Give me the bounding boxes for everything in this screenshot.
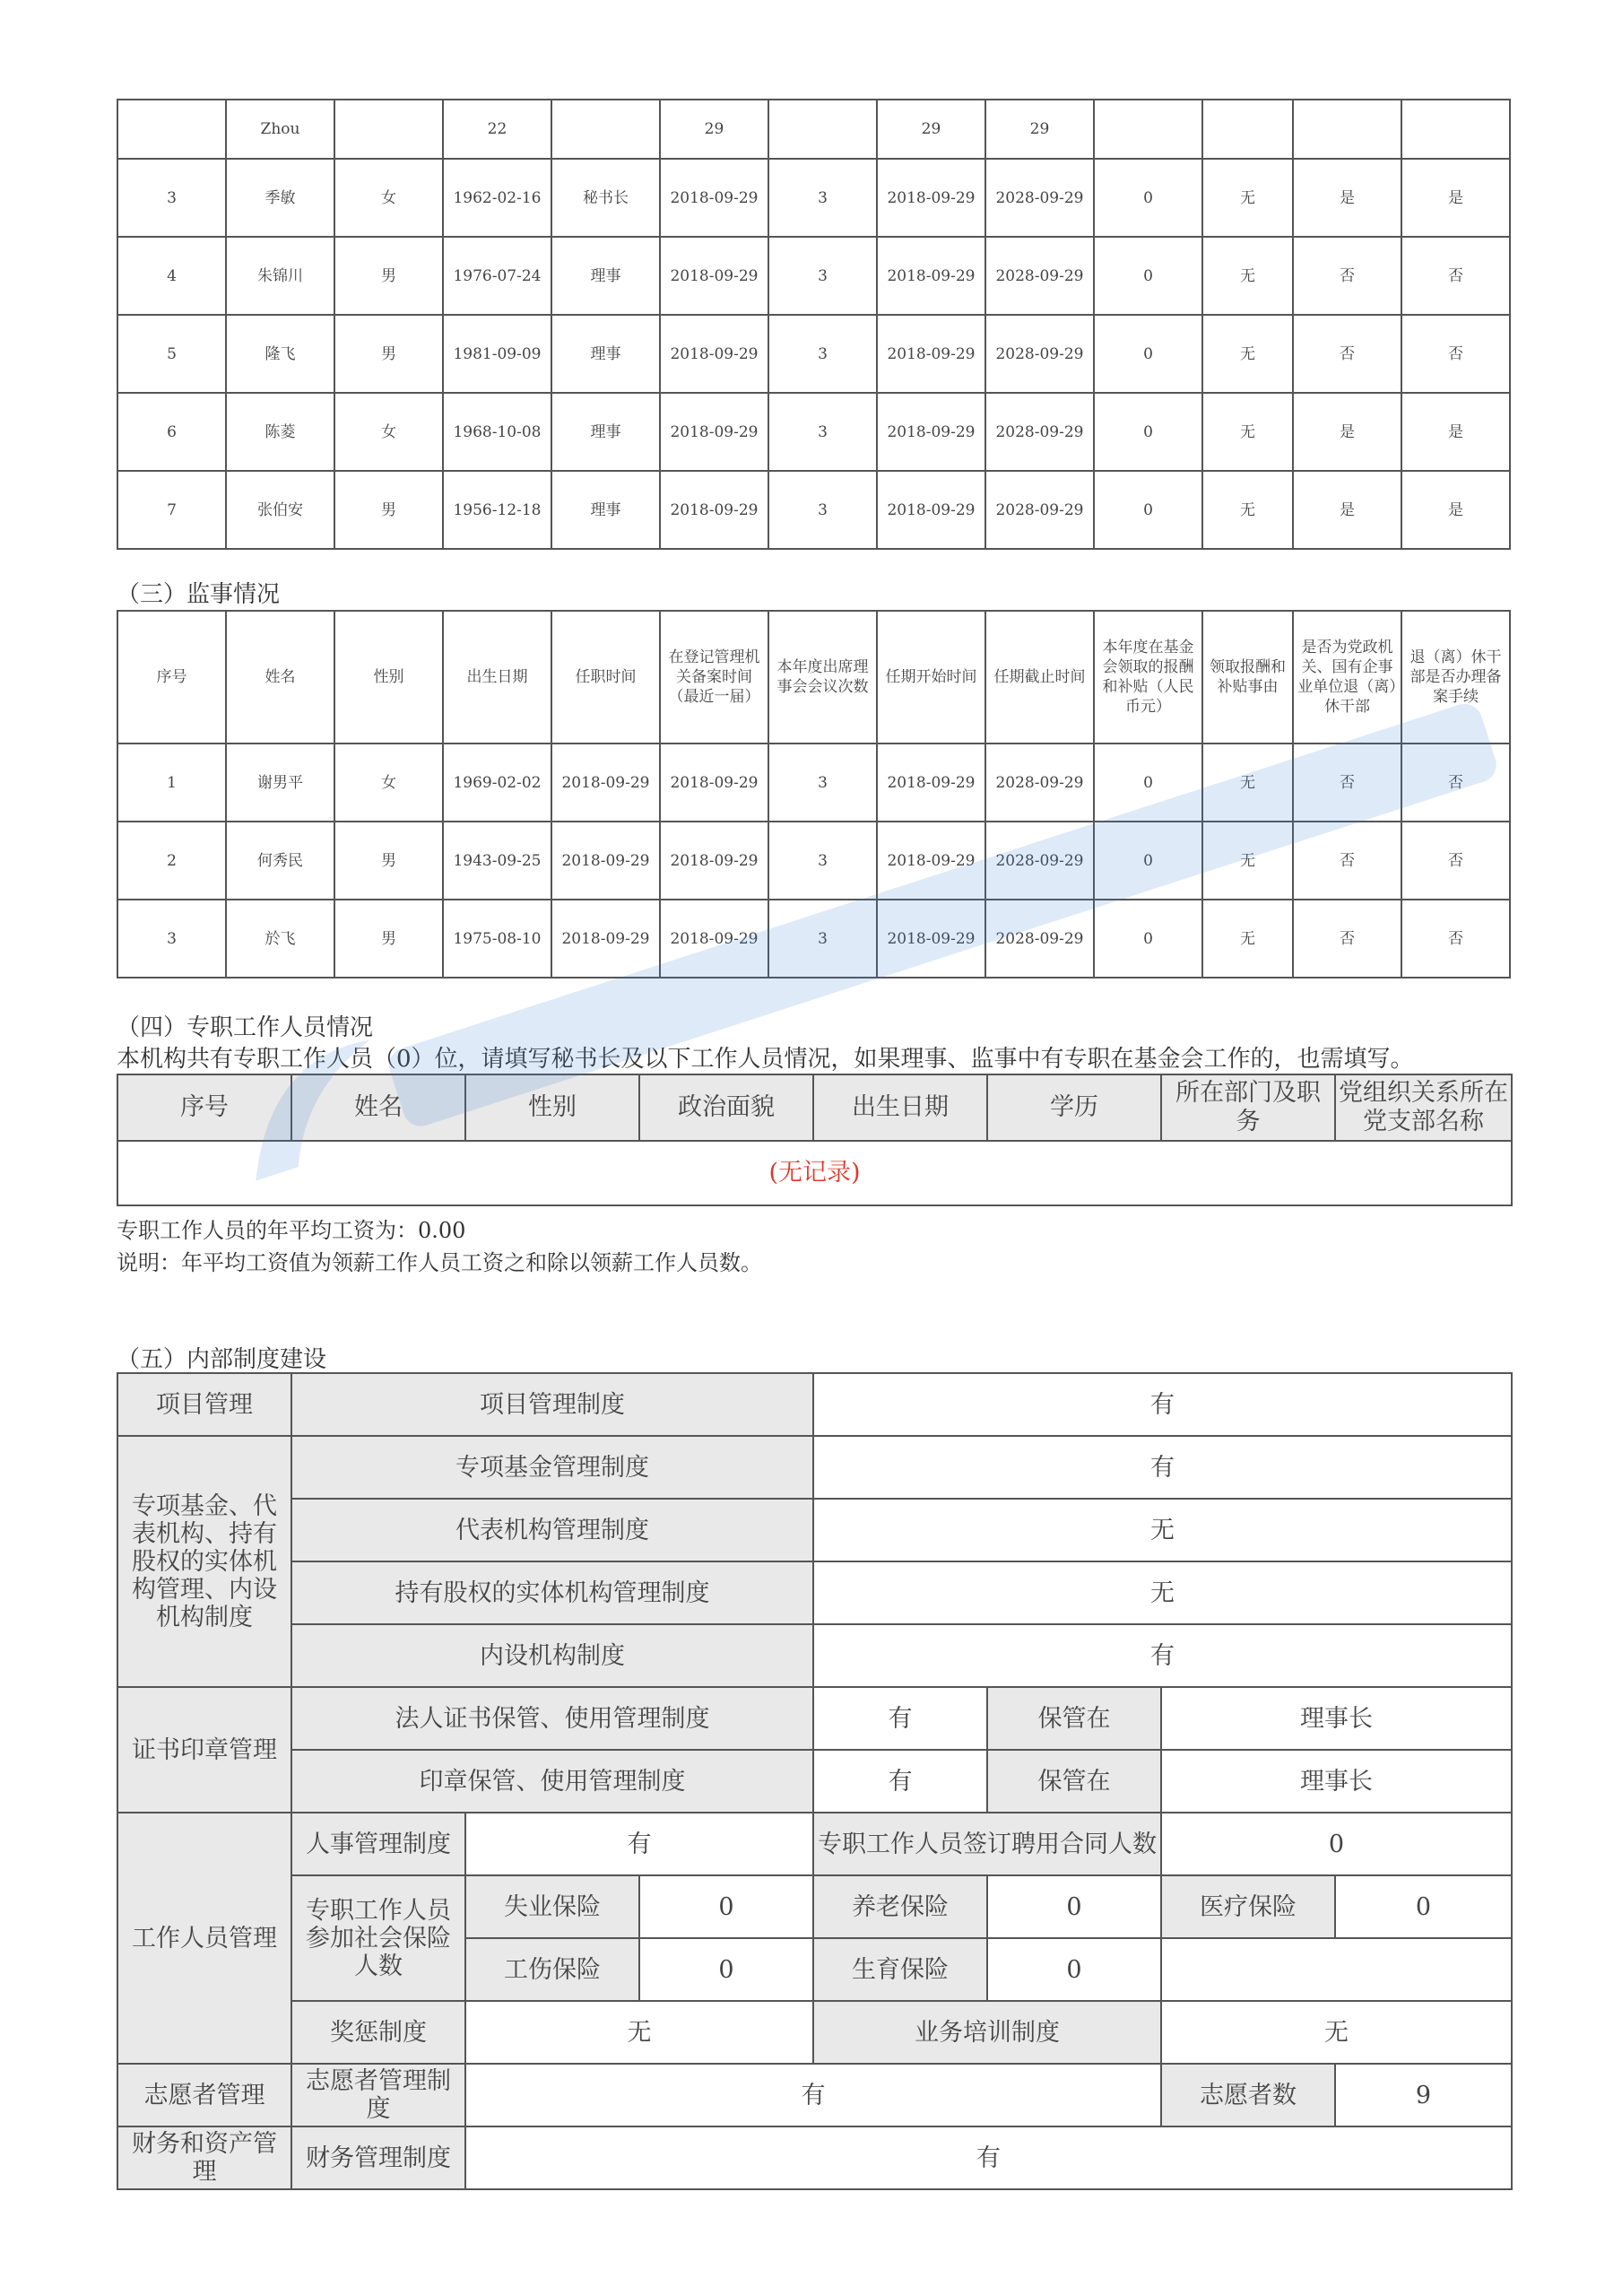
table-cell: 2018-09-29 <box>660 744 768 822</box>
table-cell: 男 <box>334 822 443 900</box>
table-cell: 2028-09-29 <box>985 159 1094 237</box>
column-header: 政治面貌 <box>639 1074 813 1141</box>
table-cell: 女 <box>334 744 443 822</box>
internal-org-value: 有 <box>813 1624 1512 1687</box>
table-cell: 男 <box>334 471 443 549</box>
table-cell: 陈菱 <box>226 393 334 471</box>
cert-group-label: 证书印章管理 <box>117 1687 291 1813</box>
table-cell: 2028-09-29 <box>985 237 1094 315</box>
table-cell: 无 <box>1202 315 1293 393</box>
hr-policy-label: 人事管理制度 <box>291 1813 465 1875</box>
volunteer-policy-label: 志愿者管理制度 <box>291 2064 465 2126</box>
table-cell: 22 <box>443 100 551 159</box>
injury-label: 工伤保险 <box>465 1938 639 2001</box>
table-cell: 2018-09-29 <box>877 900 985 978</box>
medical-label: 医疗保险 <box>1161 1875 1335 1938</box>
table-cell: 0 <box>1094 744 1202 822</box>
column-header: 是否为党政机关、国有企事业单位退（离）休干部 <box>1293 611 1401 744</box>
table-cell <box>1401 100 1510 159</box>
table-cell: 无 <box>1202 822 1293 900</box>
medical-value: 0 <box>1335 1875 1512 1938</box>
table-cell: 无 <box>1202 237 1293 315</box>
avg-salary-note: 专职工作人员的年平均工资为：0.00 <box>117 1218 466 1243</box>
column-header: 退（离）休干部是否办理备案手续 <box>1401 611 1510 744</box>
board-table-continued <box>117 99 1511 550</box>
column-header: 出生日期 <box>813 1074 987 1141</box>
staff-section-title: （四）专职工作人员情况 <box>117 1014 374 1041</box>
table-cell: 无 <box>1202 393 1293 471</box>
staff-table <box>117 1074 1513 1206</box>
table-cell: 理事 <box>551 471 660 549</box>
insurance-label: 专职工作人员参加社会保险人数 <box>291 1875 465 2001</box>
table-cell: 2018-09-29 <box>660 393 768 471</box>
table-row <box>117 471 1510 549</box>
column-header: 任职时间 <box>551 611 660 744</box>
table-cell: 秘书长 <box>551 159 660 237</box>
table-cell: 1981-09-09 <box>443 315 551 393</box>
table-cell: 3 <box>768 315 877 393</box>
column-header: 出生日期 <box>443 611 551 744</box>
cert-policy-label: 法人证书保管、使用管理制度 <box>291 1687 813 1750</box>
table-row <box>117 159 1510 237</box>
table-cell: 理事 <box>551 237 660 315</box>
table-cell: 2028-09-29 <box>985 471 1094 549</box>
table-cell: 3 <box>768 237 877 315</box>
finance-policy-value: 有 <box>465 2126 1512 2189</box>
table-cell: 5 <box>117 315 226 393</box>
project-policy-value: 有 <box>813 1373 1512 1436</box>
table-cell: 2028-09-29 <box>985 900 1094 978</box>
table-cell: 於飞 <box>226 900 334 978</box>
column-header: 任期开始时间 <box>877 611 985 744</box>
table-cell: 2018-09-29 <box>877 471 985 549</box>
table-cell: 0 <box>1094 900 1202 978</box>
table-cell: 是 <box>1293 393 1401 471</box>
column-header: 序号 <box>117 1074 291 1141</box>
table-cell: 否 <box>1401 315 1510 393</box>
table-cell: 1969-02-02 <box>443 744 551 822</box>
table-cell: 29 <box>660 100 768 159</box>
internal-org-label: 内设机构制度 <box>291 1624 813 1687</box>
table-cell: 朱锦川 <box>226 237 334 315</box>
table-cell: 否 <box>1293 237 1401 315</box>
unemployment-value: 0 <box>639 1875 813 1938</box>
contract-label: 专职工作人员签订聘用合同人数 <box>813 1813 1161 1875</box>
volunteer-group-label: 志愿者管理 <box>117 2064 291 2126</box>
table-cell: 否 <box>1293 744 1401 822</box>
table-row <box>117 237 1510 315</box>
equity-label: 持有股权的实体机构管理制度 <box>291 1561 813 1624</box>
table-cell: 6 <box>117 393 226 471</box>
contract-value: 0 <box>1161 1813 1512 1875</box>
table-cell: 2018-09-29 <box>660 471 768 549</box>
table-cell <box>1293 100 1401 159</box>
cert-kept-label: 保管在 <box>987 1687 1161 1750</box>
pension-label: 养老保险 <box>813 1875 987 1938</box>
injury-value: 0 <box>639 1938 813 2001</box>
staff-intro: 本机构共有专职工作人员（0）位，请填写秘书长及以下工作人员情况，如果理事、监事中有专职在基金会工作的，也需填写。 <box>117 1046 1414 1073</box>
table-cell: 3 <box>117 159 226 237</box>
column-header: 党组织关系所在党支部名称 <box>1335 1074 1512 1141</box>
supervisors-section-title: （三）监事情况 <box>117 581 281 608</box>
table-cell <box>1094 100 1202 159</box>
table-cell: 无 <box>1202 744 1293 822</box>
reward-value: 无 <box>465 2001 813 2064</box>
project-policy-label: 项目管理制度 <box>291 1373 813 1436</box>
table-cell: 2028-09-29 <box>985 315 1094 393</box>
table-cell: 2018-09-29 <box>551 900 660 978</box>
table-cell: 男 <box>334 237 443 315</box>
table-cell: Zhou <box>226 100 334 159</box>
supervisors-table <box>117 610 1511 978</box>
internal-section-title: （五）内部制度建设 <box>117 1346 327 1373</box>
table-cell: 何秀民 <box>226 822 334 900</box>
column-header: 任期截止时间 <box>985 611 1094 744</box>
table-cell: 3 <box>768 822 877 900</box>
project-mgmt-label: 项目管理 <box>117 1373 291 1436</box>
table-cell: 2018-09-29 <box>660 900 768 978</box>
table-cell: 2018-09-29 <box>877 822 985 900</box>
table-cell: 是 <box>1401 159 1510 237</box>
cert-policy-value: 有 <box>813 1687 987 1750</box>
column-header: 姓名 <box>226 611 334 744</box>
table-cell: 是 <box>1293 471 1401 549</box>
table-row <box>117 315 1510 393</box>
table-row <box>117 100 1510 159</box>
table-cell <box>117 100 226 159</box>
volunteer-count-label: 志愿者数 <box>1161 2064 1335 2126</box>
table-cell: 1976-07-24 <box>443 237 551 315</box>
column-header: 性别 <box>465 1074 639 1141</box>
table-cell: 理事 <box>551 393 660 471</box>
table-cell: 4 <box>117 237 226 315</box>
column-header: 在登记管理机关备案时间（最近一届） <box>660 611 768 744</box>
table-cell: 无 <box>1202 900 1293 978</box>
table-cell: 无 <box>1202 159 1293 237</box>
table-cell: 0 <box>1094 315 1202 393</box>
table-cell: 理事 <box>551 315 660 393</box>
column-header: 姓名 <box>291 1074 465 1141</box>
avg-salary-explain: 说明：年平均工资值为领薪工作人员工资之和除以领薪工作人员数。 <box>117 1250 762 1275</box>
table-cell: 2028-09-29 <box>985 393 1094 471</box>
table-cell: 2018-09-29 <box>877 237 985 315</box>
unemployment-label: 失业保险 <box>465 1875 639 1938</box>
table-cell: 否 <box>1401 900 1510 978</box>
seal-kept-label: 保管在 <box>987 1750 1161 1813</box>
empty-cell <box>1161 1938 1512 2001</box>
column-header: 领取报酬和补贴事由 <box>1202 611 1293 744</box>
hr-policy-value: 有 <box>465 1813 813 1875</box>
table-cell: 否 <box>1401 822 1510 900</box>
column-header: 性别 <box>334 611 443 744</box>
table-cell: 2018-09-29 <box>877 315 985 393</box>
table-cell: 否 <box>1401 237 1510 315</box>
column-header: 序号 <box>117 611 226 744</box>
table-cell: 1943-09-25 <box>443 822 551 900</box>
table-cell: 3 <box>768 393 877 471</box>
table-cell: 是 <box>1401 471 1510 549</box>
seal-keeper-value: 理事长 <box>1161 1750 1512 1813</box>
training-label: 业务培训制度 <box>813 2001 1161 2064</box>
table-cell: 2018-09-29 <box>551 822 660 900</box>
table-cell <box>768 100 877 159</box>
column-header: 学历 <box>987 1074 1161 1141</box>
table-cell: 否 <box>1293 315 1401 393</box>
table-row <box>117 393 1510 471</box>
table-cell: 无 <box>1202 471 1293 549</box>
finance-group-label: 财务和资产管理 <box>117 2126 291 2189</box>
table-cell <box>1202 100 1293 159</box>
table-cell: 2018-09-29 <box>877 393 985 471</box>
table-cell: 3 <box>768 900 877 978</box>
table-row <box>117 900 1510 978</box>
table-cell: 2018-09-29 <box>551 744 660 822</box>
table-cell: 1 <box>117 744 226 822</box>
no-record-cell: (无记录) <box>117 1141 1512 1205</box>
table-cell: 是 <box>1401 393 1510 471</box>
table-cell: 29 <box>877 100 985 159</box>
table-cell: 29 <box>985 100 1094 159</box>
table-cell: 否 <box>1293 900 1401 978</box>
training-value: 无 <box>1161 2001 1512 2064</box>
reward-label: 奖惩制度 <box>291 2001 465 2064</box>
table-cell: 女 <box>334 159 443 237</box>
special-group-label: 专项基金、代表机构、持有股权的实体机构管理、内设机构制度 <box>117 1436 291 1687</box>
rep-org-value: 无 <box>813 1499 1512 1561</box>
table-cell: 季敏 <box>226 159 334 237</box>
table-cell: 3 <box>768 744 877 822</box>
table-cell: 2018-09-29 <box>877 744 985 822</box>
table-cell: 2018-09-29 <box>660 315 768 393</box>
table-cell: 否 <box>1401 744 1510 822</box>
table-cell: 1975-08-10 <box>443 900 551 978</box>
seal-policy-label: 印章保管、使用管理制度 <box>291 1750 813 1813</box>
table-cell: 1962-02-16 <box>443 159 551 237</box>
seal-policy-value: 有 <box>813 1750 987 1813</box>
table-cell: 2028-09-29 <box>985 744 1094 822</box>
table-cell: 男 <box>334 900 443 978</box>
column-header: 本年度出席理事会会议次数 <box>768 611 877 744</box>
maternity-value: 0 <box>987 1938 1161 2001</box>
table-cell: 3 <box>117 900 226 978</box>
column-header: 本年度在基金会领取的报酬和补贴（人民币元） <box>1094 611 1202 744</box>
table-cell: 0 <box>1094 471 1202 549</box>
table-cell: 女 <box>334 393 443 471</box>
column-header: 所在部门及职务 <box>1161 1074 1335 1141</box>
finance-policy-label: 财务管理制度 <box>291 2126 465 2189</box>
table-cell: 2028-09-29 <box>985 822 1094 900</box>
table-cell: 0 <box>1094 822 1202 900</box>
table-cell: 2018-09-29 <box>877 159 985 237</box>
special-fund-label: 专项基金管理制度 <box>291 1436 813 1499</box>
table-cell: 7 <box>117 471 226 549</box>
table-cell: 2018-09-29 <box>660 822 768 900</box>
table-cell: 3 <box>768 471 877 549</box>
table-cell: 男 <box>334 315 443 393</box>
volunteer-count-value: 9 <box>1335 2064 1512 2126</box>
table-cell: 0 <box>1094 159 1202 237</box>
table-cell: 否 <box>1293 822 1401 900</box>
table-cell: 1956-12-18 <box>443 471 551 549</box>
pension-value: 0 <box>987 1875 1161 1938</box>
table-cell <box>334 100 443 159</box>
table-cell: 1968-10-08 <box>443 393 551 471</box>
table-cell: 2018-09-29 <box>660 159 768 237</box>
volunteer-policy-value: 有 <box>465 2064 1161 2126</box>
table-cell: 隆飞 <box>226 315 334 393</box>
table-cell: 2 <box>117 822 226 900</box>
table-cell: 张伯安 <box>226 471 334 549</box>
table-row <box>117 822 1510 900</box>
staff-group-label: 工作人员管理 <box>117 1813 291 2064</box>
table-cell: 2018-09-29 <box>660 237 768 315</box>
maternity-label: 生育保险 <box>813 1938 987 2001</box>
table-cell: 0 <box>1094 393 1202 471</box>
rep-org-label: 代表机构管理制度 <box>291 1499 813 1561</box>
table-cell: 3 <box>768 159 877 237</box>
internal-system-table <box>117 1372 1513 2190</box>
cert-keeper-value: 理事长 <box>1161 1687 1512 1750</box>
special-fund-value: 有 <box>813 1436 1512 1499</box>
table-cell: 谢男平 <box>226 744 334 822</box>
table-cell <box>551 100 660 159</box>
table-row <box>117 744 1510 822</box>
table-cell: 是 <box>1293 159 1401 237</box>
table-cell: 0 <box>1094 237 1202 315</box>
equity-value: 无 <box>813 1561 1512 1624</box>
